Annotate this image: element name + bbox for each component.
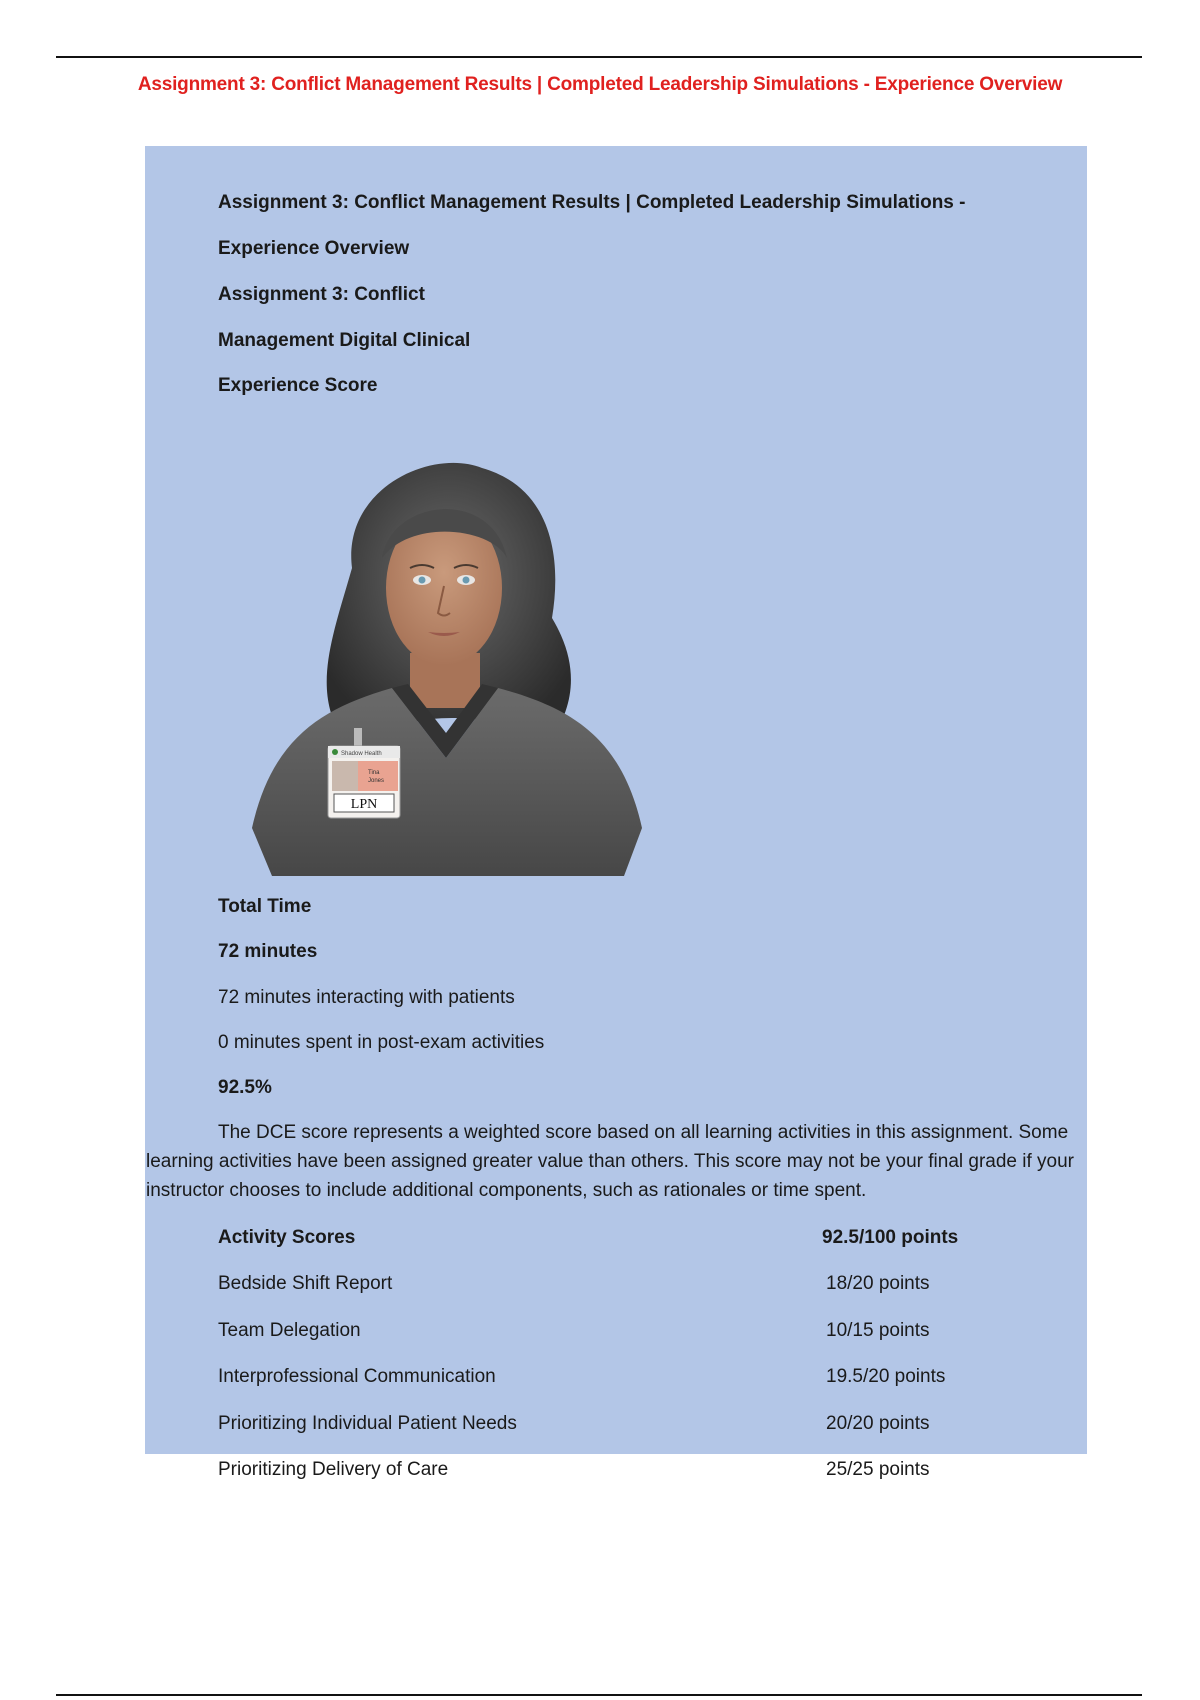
- panel-subtitle-line-3: Experience Score: [218, 375, 378, 396]
- dce-score-description: The DCE score represents a weighted score based on all learning activities in this assignment. Some learning activities have been assigned greater value than others. This score may not be your final grade if your instructor chooses to include additional components, such as rationales or time spent.: [146, 1122, 1075, 1201]
- activity-row-label: Prioritizing Delivery of Care: [218, 1459, 449, 1480]
- interacting-minutes-text: 72 minutes interacting with patients: [218, 987, 515, 1008]
- activity-row-label: Prioritizing Individual Patient Needs: [218, 1413, 517, 1434]
- activity-row-value: 19.5/20 points: [826, 1366, 946, 1387]
- activity-scores-header-label: Activity Scores: [218, 1227, 356, 1248]
- activity-row-value: 18/20 points: [826, 1273, 930, 1294]
- activity-row-label: Team Delegation: [218, 1320, 361, 1341]
- activity-row-value: 10/15 points: [826, 1320, 930, 1341]
- activity-row-label: Bedside Shift Report: [218, 1273, 393, 1294]
- post-exam-minutes-text: 0 minutes spent in post-exam activities: [218, 1032, 545, 1053]
- activity-row-value: 25/25 points: [826, 1459, 930, 1480]
- badge-org-text: Shadow Health: [341, 751, 382, 757]
- badge-name-line-2: Jones: [368, 778, 385, 784]
- nurse-avatar-portrait: [232, 448, 670, 876]
- badge-logo-icon: [332, 749, 338, 755]
- badge-role-text: LPN: [350, 797, 378, 812]
- left-iris-shape: [419, 577, 426, 584]
- top-rule: [56, 56, 1142, 58]
- activity-scores-total: 92.5/100 points: [822, 1227, 959, 1248]
- badge-photo-shape: [332, 761, 358, 791]
- panel-title-line-2: Experience Overview: [218, 238, 410, 259]
- id-badge: [328, 746, 400, 818]
- activity-row-value: 20/20 points: [826, 1413, 930, 1434]
- document-header-title: Assignment 3: Conflict Management Results | Completed Leadership Simulations - Experience Overview: [137, 74, 1063, 95]
- activity-row-label: Interprofessional Communication: [218, 1366, 496, 1387]
- total-time-value: 72 minutes: [218, 941, 318, 962]
- dce-score-value: 92.5%: [218, 1077, 272, 1098]
- right-iris-shape: [463, 577, 470, 584]
- panel-title-line-1: Assignment 3: Conflict Management Results | Completed Leadership Simulations -: [218, 192, 966, 213]
- total-time-label: Total Time: [218, 896, 312, 917]
- badge-name-line-1: Tina: [368, 770, 380, 776]
- badge-name-block: [358, 761, 398, 791]
- panel-subtitle-line-2: Management Digital Clinical: [218, 330, 471, 351]
- bottom-rule: [56, 1694, 1142, 1696]
- panel-subtitle-line-1: Assignment 3: Conflict: [218, 284, 425, 305]
